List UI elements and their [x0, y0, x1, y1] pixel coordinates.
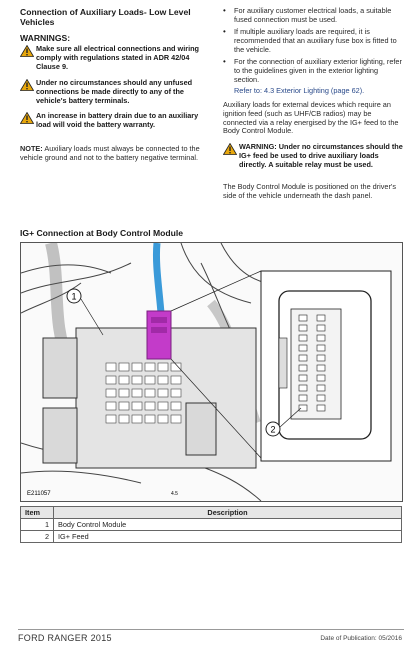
cell-description: Body Control Module [54, 519, 402, 531]
figure-page-mark: 4.5 [171, 491, 178, 497]
refer-link[interactable]: Refer to: 4.3 Exterior Lighting (page 62). [234, 86, 365, 95]
items-table [20, 506, 402, 543]
warnings-heading: WARNINGS: [20, 33, 71, 43]
note-label: NOTE: [20, 144, 43, 153]
warning-icon [20, 45, 34, 57]
bcm-drawing [21, 243, 402, 501]
warning-icon [20, 112, 34, 124]
paragraph-ig-feed: Auxiliary loads for external devices which require an ignition feed (such as UHF/CB radios) may be connected via a relay energised by the IG+ feed to the Body Control Module. [223, 100, 399, 136]
cell-item: 2 [21, 531, 54, 543]
section-title: Connection of Auxiliary Loads- Low Level Vehicles [20, 7, 191, 27]
note-text: Auxiliary loads must always be connected to the vehicle ground and not to the battery negative terminal. [20, 144, 200, 162]
cell-description: IG+ Feed [54, 531, 402, 543]
footer-brand: FORD RANGER 2015 [18, 633, 112, 643]
bullet-3: For the connection of auxiliary exterior lighting, refer to the guidelines given in the exterior lighting section. [234, 57, 402, 84]
footer-date: Date of Publication: 05/2016 [320, 635, 402, 642]
warning-icon [20, 79, 34, 91]
warning-ig-feed: WARNING: Under no circumstances should the IG+ feed be used to drive auxiliary loads directly. A suitable relay must be used. [239, 142, 403, 169]
bullet-dot: • [223, 27, 226, 36]
figure-code: E211057 [27, 491, 51, 497]
warning-text-1: Make sure all electrical connections and wiring comply with regulations stated in ADR 42/04 Clause 9. [36, 44, 200, 71]
ig-feed-wire [156, 243, 161, 313]
paragraph-bcm-location: The Body Control Module is positioned on the driver's side of the vehicle underneath the dash panel. [223, 182, 396, 200]
col-description: Description [54, 507, 402, 519]
bullet-1: For auxiliary customer electrical loads, a suitable fused connection must be used. [234, 6, 392, 24]
col-item: Item [21, 507, 54, 519]
table-row [21, 519, 402, 531]
bullet-dot: • [223, 57, 226, 66]
bullet-dot: • [223, 6, 226, 15]
table-header-row [21, 507, 402, 519]
footer-divider [18, 629, 404, 630]
note [20, 145, 216, 163]
callout-2: 2 [270, 424, 276, 435]
warning-icon [223, 143, 237, 155]
warning-text-3: An increase in battery drain due to an auxiliary load will void the battery warranty. [36, 111, 199, 129]
bullet-2: If multiple auxiliary loads are required, it is recommended that an auxiliary fuse box is fitted to the vehicle. [234, 27, 397, 54]
callout-1: 1 [71, 291, 77, 302]
table-row [21, 531, 402, 543]
cell-item: 1 [21, 519, 54, 531]
bcm-illustration [20, 242, 403, 502]
figure-caption: IG+ Connection at Body Control Module [20, 228, 184, 238]
warning-text-2: Under no circumstances should any unfused connections be made directly to any of the vehicle's battery terminals. [36, 78, 193, 105]
